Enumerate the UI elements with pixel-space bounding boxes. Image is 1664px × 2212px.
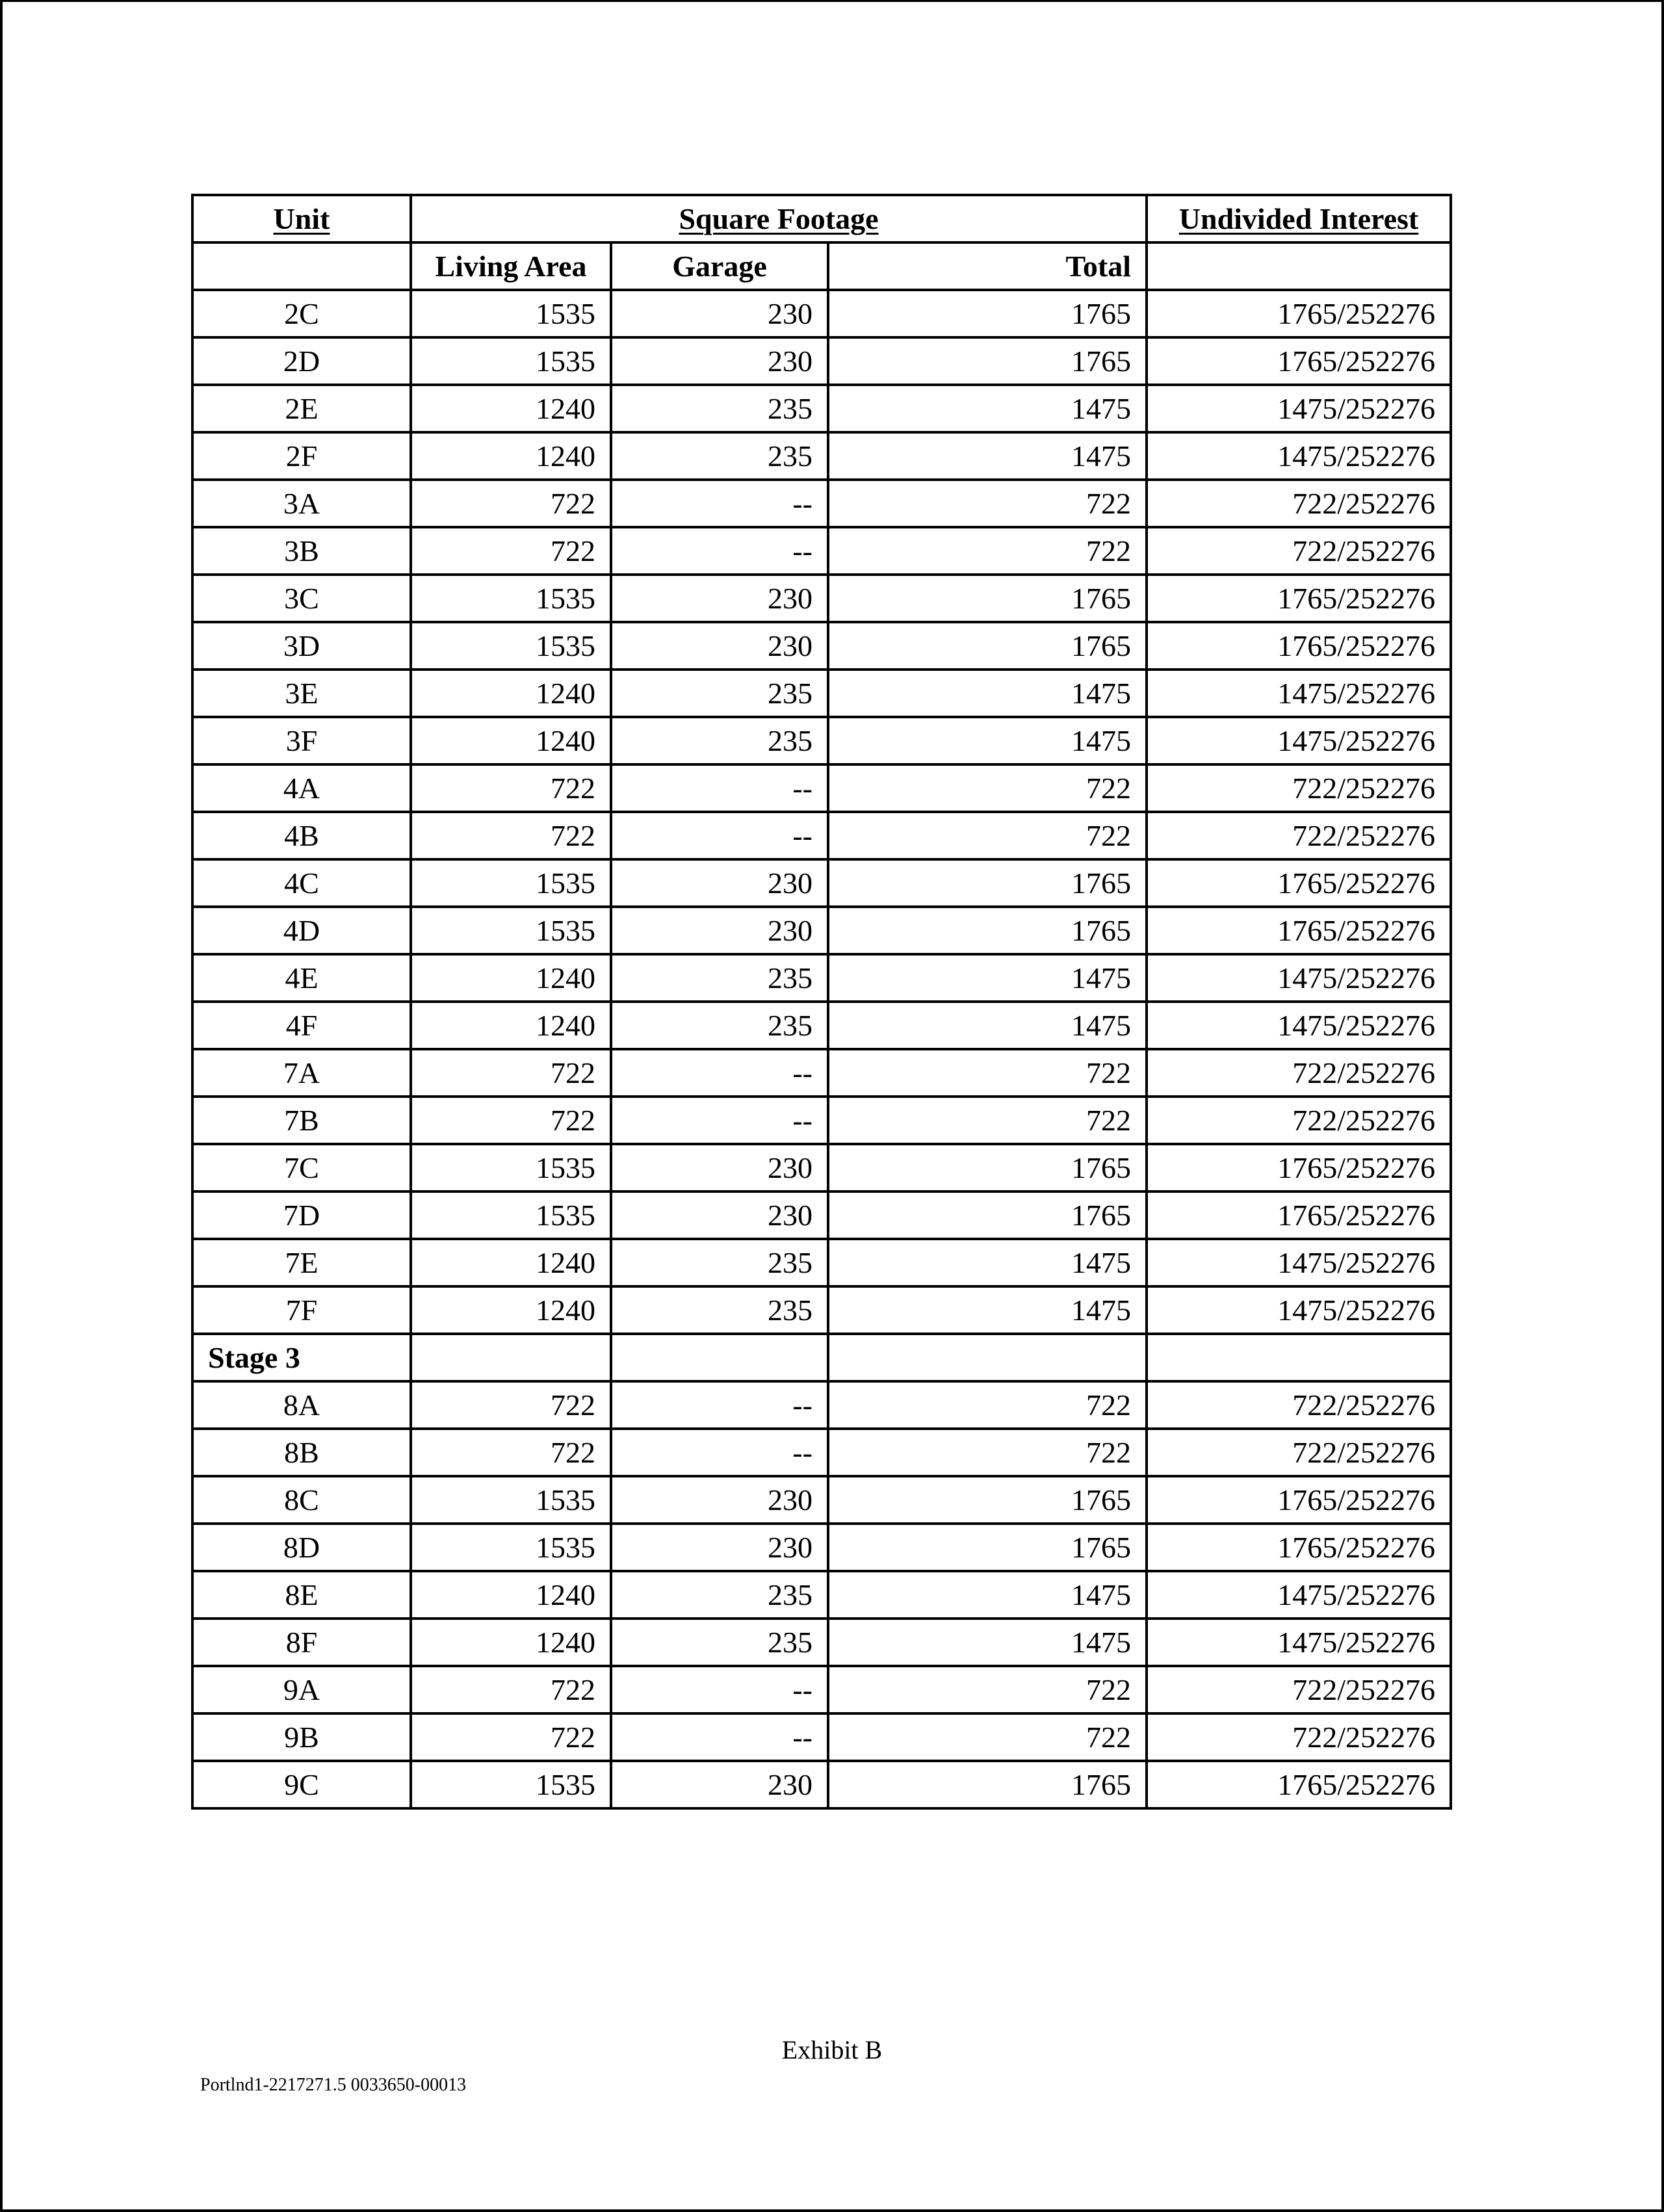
cell-living-area: 1240 xyxy=(411,717,611,764)
cell-living-area: 722 xyxy=(411,812,611,859)
cell-total: 1765 xyxy=(828,575,1147,622)
cell-living-area: 1240 xyxy=(411,1619,611,1666)
table-row xyxy=(192,812,1451,859)
cell-garage: 230 xyxy=(611,907,828,954)
cell-garage: -- xyxy=(611,764,828,812)
cell-undivided-interest: 1765/252276 xyxy=(1147,1476,1451,1524)
cell-garage: 230 xyxy=(611,1144,828,1191)
cell-unit: 3E xyxy=(192,670,411,717)
cell-living-area: 1535 xyxy=(411,907,611,954)
cell-living-area: 722 xyxy=(411,1097,611,1144)
cell-total: 722 xyxy=(828,1429,1147,1476)
cell-garage: 230 xyxy=(611,575,828,622)
cell-garage: -- xyxy=(611,1049,828,1097)
cell-undivided-interest: 1765/252276 xyxy=(1147,1761,1451,1808)
cell-total: 1765 xyxy=(828,1476,1147,1524)
cell-garage: 230 xyxy=(611,622,828,670)
cell-undivided-interest: 1475/252276 xyxy=(1147,432,1451,480)
cell-undivided-interest: 1765/252276 xyxy=(1147,1524,1451,1571)
cell-garage: -- xyxy=(611,1713,828,1761)
table-row xyxy=(192,1239,1451,1286)
cell-unit: 7E xyxy=(192,1239,411,1286)
cell-total: 1475 xyxy=(828,717,1147,764)
cell-living-area: 1535 xyxy=(411,1191,611,1239)
cell-garage: 235 xyxy=(611,1239,828,1286)
table-row xyxy=(192,764,1451,812)
cell-undivided-interest: 1475/252276 xyxy=(1147,1239,1451,1286)
table-body xyxy=(192,290,1451,1808)
cell-total: 722 xyxy=(828,1666,1147,1713)
empty-cell xyxy=(1147,1334,1451,1381)
cell-undivided-interest: 1475/252276 xyxy=(1147,1002,1451,1049)
table-row xyxy=(192,1002,1451,1049)
table-row xyxy=(192,1524,1451,1571)
header-empty-interest xyxy=(1147,242,1451,290)
cell-unit: 4D xyxy=(192,907,411,954)
cell-garage: 230 xyxy=(611,1191,828,1239)
cell-garage: 230 xyxy=(611,1761,828,1808)
table-row xyxy=(192,1429,1451,1476)
cell-unit: 8F xyxy=(192,1619,411,1666)
cell-undivided-interest: 1765/252276 xyxy=(1147,907,1451,954)
cell-total: 1475 xyxy=(828,1571,1147,1619)
empty-cell xyxy=(411,1334,611,1381)
header-living-area: Living Area xyxy=(411,242,611,290)
cell-garage: 230 xyxy=(611,1476,828,1524)
cell-living-area: 722 xyxy=(411,1049,611,1097)
cell-garage: 235 xyxy=(611,385,828,432)
cell-garage: -- xyxy=(611,812,828,859)
cell-total: 722 xyxy=(828,480,1147,527)
cell-living-area: 1535 xyxy=(411,575,611,622)
cell-living-area: 722 xyxy=(411,527,611,575)
cell-total: 1765 xyxy=(828,290,1147,337)
cell-living-area: 1535 xyxy=(411,1761,611,1808)
table-row xyxy=(192,432,1451,480)
header-empty-unit xyxy=(192,242,411,290)
cell-total: 1475 xyxy=(828,1286,1147,1334)
cell-unit: 4F xyxy=(192,1002,411,1049)
cell-unit: 2E xyxy=(192,385,411,432)
cell-living-area: 1240 xyxy=(411,954,611,1002)
cell-undivided-interest: 1475/252276 xyxy=(1147,385,1451,432)
cell-unit: 8E xyxy=(192,1571,411,1619)
header-row-1 xyxy=(192,195,1451,242)
table-row xyxy=(192,290,1451,337)
cell-unit: 3F xyxy=(192,717,411,764)
cell-garage: 235 xyxy=(611,1286,828,1334)
cell-unit: 7F xyxy=(192,1286,411,1334)
cell-total: 1475 xyxy=(828,1002,1147,1049)
table-row xyxy=(192,1476,1451,1524)
cell-unit: 8C xyxy=(192,1476,411,1524)
cell-total: 1475 xyxy=(828,385,1147,432)
cell-total: 1765 xyxy=(828,1761,1147,1808)
table-row xyxy=(192,1381,1451,1429)
table-row xyxy=(192,480,1451,527)
cell-garage: 235 xyxy=(611,717,828,764)
cell-undivided-interest: 722/252276 xyxy=(1147,764,1451,812)
table-row xyxy=(192,670,1451,717)
cell-unit: 2C xyxy=(192,290,411,337)
cell-total: 1765 xyxy=(828,1524,1147,1571)
cell-garage: -- xyxy=(611,1429,828,1476)
cell-total: 1765 xyxy=(828,859,1147,907)
table-row xyxy=(192,1191,1451,1239)
cell-undivided-interest: 722/252276 xyxy=(1147,527,1451,575)
cell-unit: 7D xyxy=(192,1191,411,1239)
cell-undivided-interest: 722/252276 xyxy=(1147,1666,1451,1713)
cell-garage: -- xyxy=(611,1097,828,1144)
cell-unit: 3D xyxy=(192,622,411,670)
header-square-footage xyxy=(411,195,1147,242)
cell-garage: 235 xyxy=(611,670,828,717)
cell-garage: 235 xyxy=(611,1619,828,1666)
header-total: Total xyxy=(828,242,1147,290)
cell-living-area: 1535 xyxy=(411,859,611,907)
cell-garage: 235 xyxy=(611,432,828,480)
cell-undivided-interest: 722/252276 xyxy=(1147,1429,1451,1476)
header-unit-label: Unit xyxy=(273,202,330,235)
cell-total: 722 xyxy=(828,1713,1147,1761)
cell-undivided-interest: 722/252276 xyxy=(1147,1097,1451,1144)
table-row xyxy=(192,1761,1451,1808)
cell-unit: 9B xyxy=(192,1713,411,1761)
cell-unit: 9A xyxy=(192,1666,411,1713)
cell-total: 1765 xyxy=(828,337,1147,385)
cell-unit: 3A xyxy=(192,480,411,527)
cell-unit: 7B xyxy=(192,1097,411,1144)
table-row xyxy=(192,1619,1451,1666)
cell-garage: 235 xyxy=(611,1571,828,1619)
table-row xyxy=(192,907,1451,954)
cell-garage: -- xyxy=(611,1666,828,1713)
cell-unit: 4B xyxy=(192,812,411,859)
cell-undivided-interest: 722/252276 xyxy=(1147,1381,1451,1429)
cell-total: 1475 xyxy=(828,432,1147,480)
cell-total: 1765 xyxy=(828,1144,1147,1191)
table-row xyxy=(192,1049,1451,1097)
cell-living-area: 722 xyxy=(411,480,611,527)
table-row xyxy=(192,575,1451,622)
cell-living-area: 722 xyxy=(411,1713,611,1761)
cell-total: 722 xyxy=(828,1049,1147,1097)
table-row xyxy=(192,1571,1451,1619)
cell-undivided-interest: 1475/252276 xyxy=(1147,1619,1451,1666)
cell-living-area: 722 xyxy=(411,1666,611,1713)
cell-unit: 2D xyxy=(192,337,411,385)
header-undivided-interest xyxy=(1147,195,1451,242)
cell-living-area: 1240 xyxy=(411,432,611,480)
cell-undivided-interest: 1765/252276 xyxy=(1147,290,1451,337)
table-row xyxy=(192,1666,1451,1713)
cell-garage: -- xyxy=(611,1381,828,1429)
cell-garage: -- xyxy=(611,527,828,575)
cell-undivided-interest: 1475/252276 xyxy=(1147,670,1451,717)
cell-living-area: 1240 xyxy=(411,1239,611,1286)
cell-living-area: 722 xyxy=(411,1381,611,1429)
square-footage-table xyxy=(191,194,1452,1810)
cell-living-area: 1535 xyxy=(411,1524,611,1571)
cell-unit: 7A xyxy=(192,1049,411,1097)
cell-total: 722 xyxy=(828,1097,1147,1144)
table-row xyxy=(192,337,1451,385)
cell-total: 722 xyxy=(828,764,1147,812)
cell-living-area: 1535 xyxy=(411,290,611,337)
cell-living-area: 722 xyxy=(411,1429,611,1476)
cell-undivided-interest: 1765/252276 xyxy=(1147,575,1451,622)
cell-unit: 9C xyxy=(192,1761,411,1808)
cell-total: 1765 xyxy=(828,1191,1147,1239)
cell-undivided-interest: 1765/252276 xyxy=(1147,1191,1451,1239)
header-undivided-interest-label: Undivided Interest xyxy=(1178,202,1419,235)
cell-unit: 4A xyxy=(192,764,411,812)
cell-living-area: 1240 xyxy=(411,385,611,432)
cell-undivided-interest: 722/252276 xyxy=(1147,480,1451,527)
cell-unit: 4E xyxy=(192,954,411,1002)
table-row xyxy=(192,385,1451,432)
cell-total: 1475 xyxy=(828,954,1147,1002)
cell-undivided-interest: 722/252276 xyxy=(1147,1713,1451,1761)
cell-living-area: 1240 xyxy=(411,1002,611,1049)
header-garage: Garage xyxy=(611,242,828,290)
cell-total: 1765 xyxy=(828,907,1147,954)
cell-total: 1475 xyxy=(828,1619,1147,1666)
cell-undivided-interest: 1765/252276 xyxy=(1147,622,1451,670)
header-unit xyxy=(192,195,411,242)
cell-garage: 230 xyxy=(611,859,828,907)
table-row xyxy=(192,622,1451,670)
cell-living-area: 1240 xyxy=(411,1286,611,1334)
header-square-footage-label: Square Footage xyxy=(679,202,879,235)
cell-living-area: 722 xyxy=(411,764,611,812)
cell-garage: 230 xyxy=(611,1524,828,1571)
cell-undivided-interest: 722/252276 xyxy=(1147,1049,1451,1097)
cell-unit: 2F xyxy=(192,432,411,480)
cell-undivided-interest: 1765/252276 xyxy=(1147,1144,1451,1191)
table-row xyxy=(192,1286,1451,1334)
cell-undivided-interest: 1475/252276 xyxy=(1147,1286,1451,1334)
cell-unit: 3B xyxy=(192,527,411,575)
cell-total: 1765 xyxy=(828,622,1147,670)
cell-living-area: 1535 xyxy=(411,337,611,385)
cell-garage: 235 xyxy=(611,954,828,1002)
cell-unit: 3C xyxy=(192,575,411,622)
exhibit-label: Exhibit B xyxy=(781,2035,883,2064)
cell-living-area: 1240 xyxy=(411,1571,611,1619)
cell-undivided-interest: 722/252276 xyxy=(1147,812,1451,859)
table-row xyxy=(192,1144,1451,1191)
document-id: Portlnd1-2217271.5 0033650-00013 xyxy=(200,2075,467,2095)
cell-total: 1475 xyxy=(828,670,1147,717)
cell-living-area: 1535 xyxy=(411,1476,611,1524)
table-row xyxy=(192,717,1451,764)
cell-living-area: 1240 xyxy=(411,670,611,717)
cell-garage: 235 xyxy=(611,1002,828,1049)
cell-unit: 4C xyxy=(192,859,411,907)
table-row xyxy=(192,859,1451,907)
cell-total: 722 xyxy=(828,1381,1147,1429)
cell-unit: 7C xyxy=(192,1144,411,1191)
empty-cell xyxy=(828,1334,1147,1381)
table-row xyxy=(192,527,1451,575)
cell-unit: 8D xyxy=(192,1524,411,1571)
cell-undivided-interest: 1765/252276 xyxy=(1147,337,1451,385)
cell-living-area: 1535 xyxy=(411,622,611,670)
stage-label: Stage 3 xyxy=(192,1334,411,1381)
empty-cell xyxy=(611,1334,828,1381)
cell-garage: 230 xyxy=(611,337,828,385)
cell-living-area: 1535 xyxy=(411,1144,611,1191)
cell-garage: -- xyxy=(611,480,828,527)
cell-undivided-interest: 1475/252276 xyxy=(1147,1571,1451,1619)
table-row xyxy=(192,954,1451,1002)
cell-total: 722 xyxy=(828,812,1147,859)
cell-undivided-interest: 1475/252276 xyxy=(1147,954,1451,1002)
cell-undivided-interest: 1765/252276 xyxy=(1147,859,1451,907)
cell-undivided-interest: 1475/252276 xyxy=(1147,717,1451,764)
table-row xyxy=(192,1713,1451,1761)
header-row-2 xyxy=(192,242,1451,290)
cell-unit: 8A xyxy=(192,1381,411,1429)
table-row xyxy=(192,1097,1451,1144)
cell-total: 722 xyxy=(828,527,1147,575)
cell-total: 1475 xyxy=(828,1239,1147,1286)
cell-garage: 230 xyxy=(611,290,828,337)
cell-unit: 8B xyxy=(192,1429,411,1476)
stage-row xyxy=(192,1334,1451,1381)
